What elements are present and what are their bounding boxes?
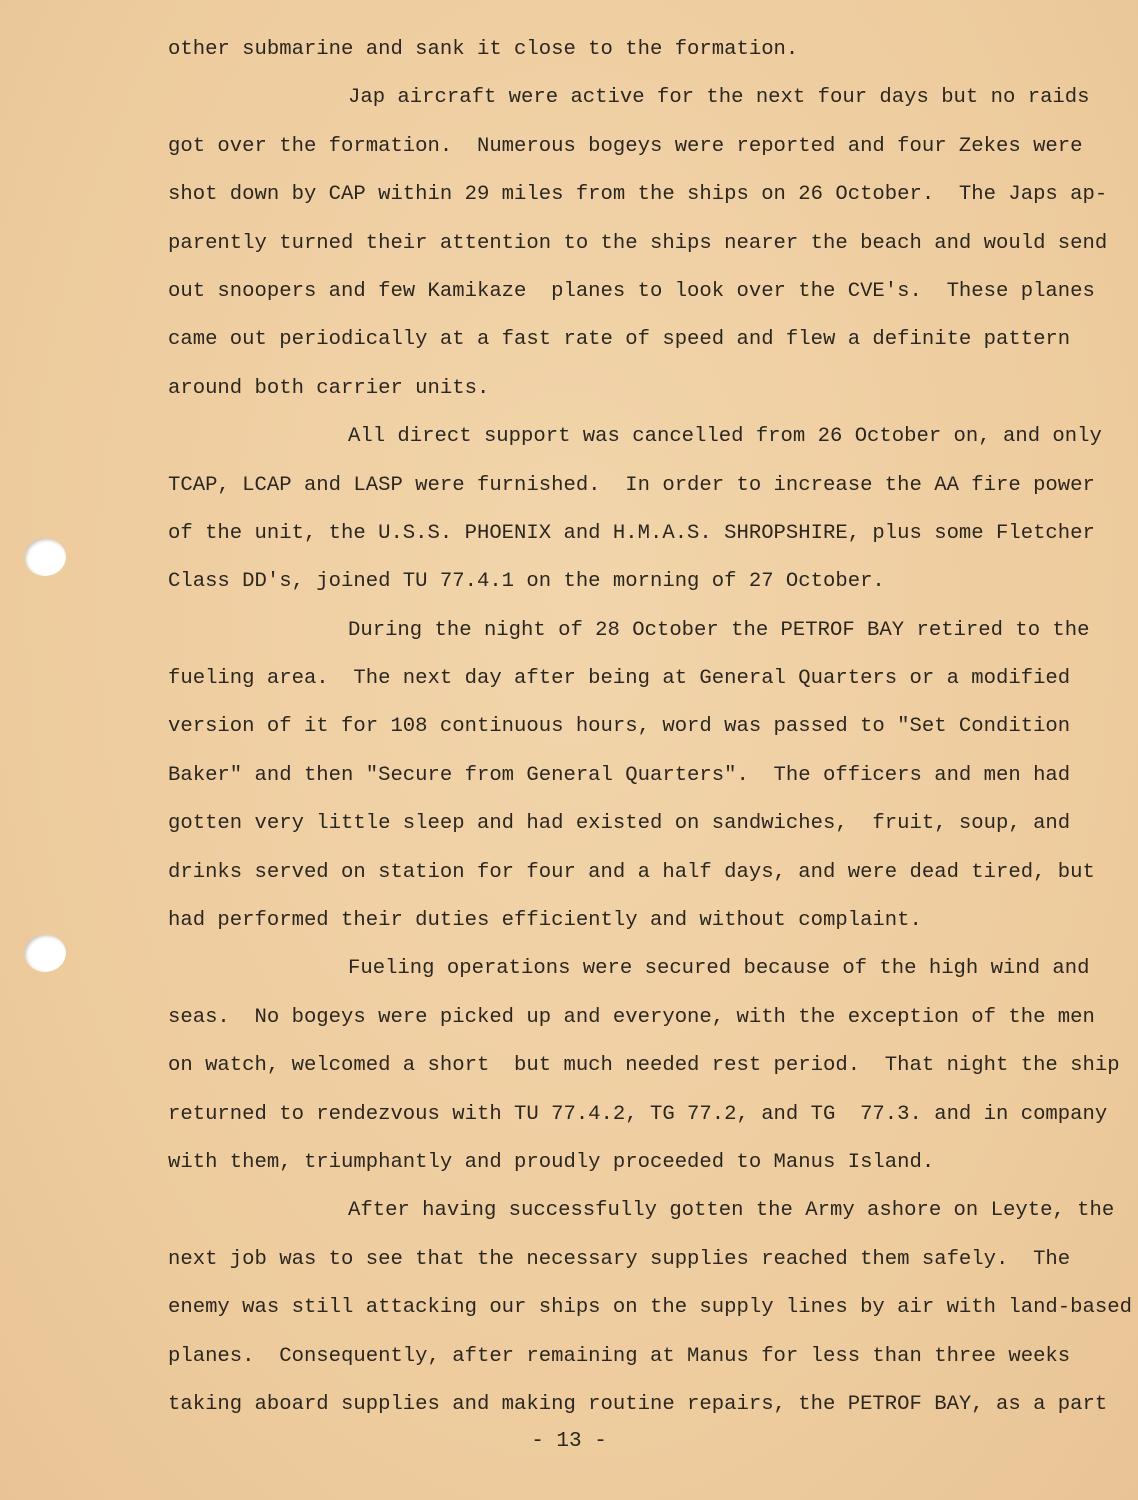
text-line: After having successfully gotten the Army ashore on Leyte, the	[348, 1199, 1115, 1223]
text-line: on watch, welcomed a short but much needed rest period. That night the ship	[168, 1054, 1120, 1078]
text-line: got over the formation. Numerous bogeys were reported and four Zekes were	[168, 134, 1083, 158]
text-line: returned to rendezvous with TU 77.4.2, TG 77.2, and TG 77.3. and in company	[168, 1102, 1108, 1126]
text-line: During the night of 28 October the PETROF BAY retired to the	[348, 618, 1090, 642]
text-line: Class DD's, joined TU 77.4.1 on the morning of 27 October.	[168, 570, 885, 594]
text-line: shot down by CAP within 29 miles from the ships on 26 October. The Japs ap-	[168, 183, 1108, 207]
text-line: Jap aircraft were active for the next four days but no raids	[348, 86, 1090, 110]
text-line: came out periodically at a fast rate of speed and flew a definite pattern	[168, 328, 1071, 352]
text-line: Baker" and then "Secure from General Quarters". The officers and men had	[168, 763, 1071, 787]
text-line: out snoopers and few Kamikaze planes to look over the CVE's. These planes	[168, 279, 1095, 303]
punch-hole	[24, 538, 66, 576]
text-line: of the unit, the U.S.S. PHOENIX and H.M.A.S. SHROPSHIRE, plus some Fletcher	[168, 521, 1095, 545]
text-line: All direct support was cancelled from 26 October on, and only	[348, 425, 1102, 449]
text-line: parently turned their attention to the ships nearer the beach and would send	[168, 231, 1108, 255]
text-line: planes. Consequently, after remaining at Manus for less than three weeks	[168, 1344, 1071, 1368]
text-line: other submarine and sank it close to the formation.	[168, 38, 799, 61]
text-line: with them, triumphantly and proudly proceeded to Manus Island.	[168, 1150, 935, 1174]
text-line: taking aboard supplies and making routine repairs, the PETROF BAY, as a part	[168, 1392, 1108, 1416]
text-line: Fueling operations were secured because of the high wind and	[348, 957, 1090, 981]
text-line: seas. No bogeys were picked up and everyone, with the exception of the men	[168, 1005, 1095, 1029]
text-line: gotten very little sleep and had existed on sandwiches, fruit, soup, and	[168, 812, 1071, 836]
text-line: next job was to see that the necessary supplies reached them safely. The	[168, 1247, 1071, 1271]
text-line: fueling area. The next day after being at General Quarters or a modified	[168, 667, 1071, 691]
punch-hole	[24, 934, 66, 972]
typewritten-body	[168, 26, 1132, 1429]
text-line: version of it for 108 continuous hours, word was passed to "Set Condition	[168, 715, 1071, 739]
text-line: TCAP, LCAP and LASP were furnished. In order to increase the AA fire power	[168, 473, 1095, 497]
text-line: around both carrier units.	[168, 376, 490, 400]
text-line: drinks served on station for four and a half days, and were dead tired, but	[168, 860, 1095, 884]
text-line: enemy was still attacking our ships on the supply lines by air with land-based	[168, 1296, 1132, 1320]
page-number: - 13 -	[531, 1430, 607, 1453]
text-line: had performed their duties efficiently and without complaint.	[168, 909, 922, 933]
